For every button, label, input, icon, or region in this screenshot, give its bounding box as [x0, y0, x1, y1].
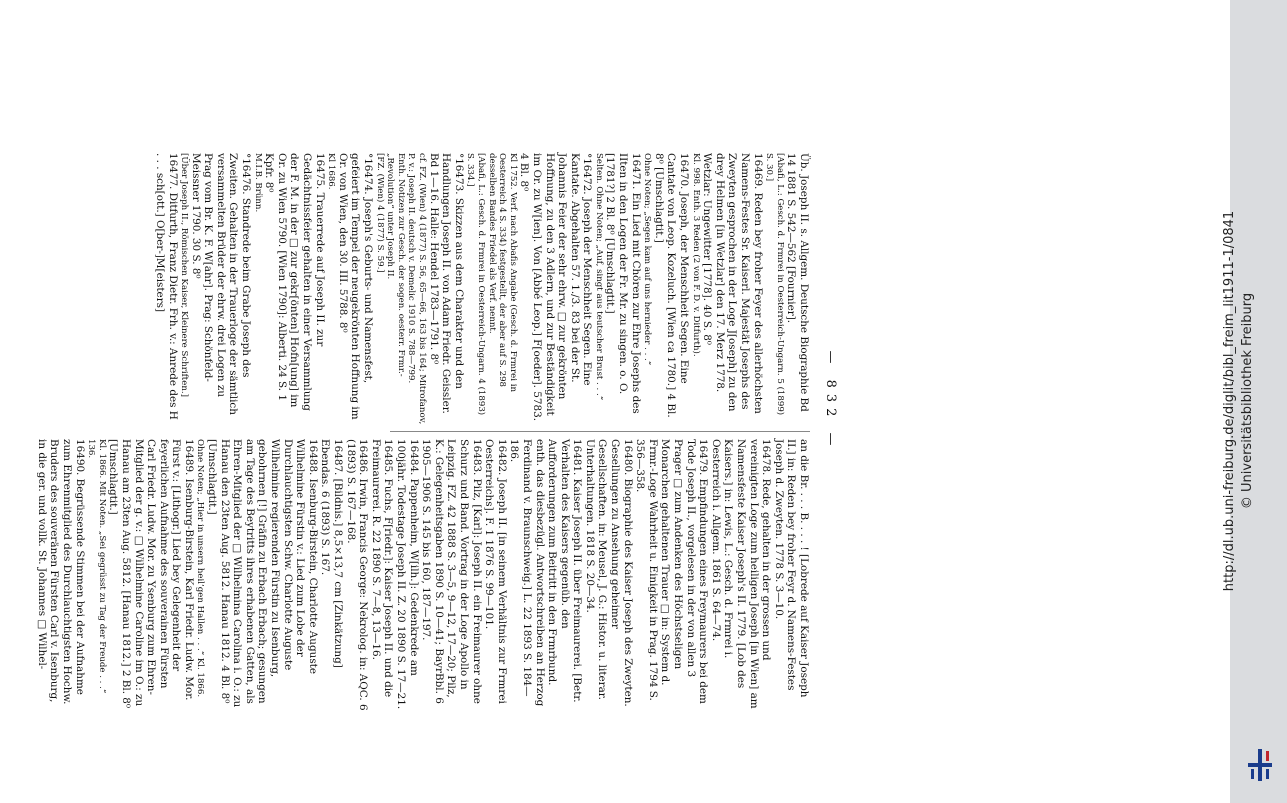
right-column [35, 439, 810, 711]
bibliography-entry: 16487. [Bildnis.] 8,5×13,7 cm [Zinkätzung] Ebendas. 6 (1893) S. 167. [319, 439, 345, 668]
bibliography-entry: 16479. Empfindungen eines Freymaurers bei dem Tode Joseph II., vorgelesen in der von allen 3 Prager □ zum Andenken des Höchstseligen Monarchen gehaltenen Trauer □ in: System d. Frmr.-Loge Wahrheit u. Einigkeit in Prag. 1794 S. 356—358. [634, 439, 710, 704]
library-logo-icon [1240, 745, 1280, 785]
bibliography-entry: °16472. Joseph der Menschheit Segen. Eine Kantate. Abgehalten 57. 1./3. 83 bei der St. Johannis Feier der sehr ehrw. □ zur gekrönten Hoffnung, zu den 3 Adlern, und zur Beständigkeit im Or. zu W[ien]. Von [Abbé Leop.] F[oeder]. 5783. 4 Bl. 8⁰ [518, 153, 594, 422]
bibliography-entry: 16485. Fuchs, F[riedr.]: Kaiser Joseph II. und die Freimaurerei. R. 22 1890 S. 7—8, 13—16. [369, 439, 395, 698]
bibliography-entry: 16470. Joseph, der Menschheit Segen. Eine Cantate von Leop. Kozeluch. [Wien ca 1780.] 4 Bl. 8⁰ [Umschlagtit.] [652, 153, 691, 418]
bibliography-entry: Ohne Noten; „Hier in unsern heil’gen Hallen . . .“ Kl. 1866. [195, 439, 206, 698]
page-number: — 832 — [823, 350, 838, 452]
bibliography-entry: 16481. Kaiser Joseph II. über Freimaurerei. [Betr. Verhalten des Kaisers gegenüb. den Aufforderungen zum Beitritt in den Frmrbund. enth. das diesbezügl. Antwortschreiben an Herzog Ferdinand v. Braunschweig.] L. 22 1893 S. 184—186. [508, 439, 584, 707]
bibliography-entry: 16490. Begrüssende Stimmen bei der Aufnahme zum Ehrenmitglied des Durchlauchtigsten Hochw. Bruders des souveränen Fürsten Carl v. Isenburg, in die ger. und vollk. St. Johannes □ Wilhel- [35, 439, 86, 705]
bibliography-entry: 16469. Reden bey froher Feyer des allerhöchsten Namens-Festes Sr. Kaiserl. Majestät Josephs des Zweyten gesprochen in der Loge J[oseph] zu den drey Helmen [in Wetzlar] den 17. Merz 1778. Wetzlar: Ungewitter [1778]. 40 S. 8⁰ [701, 153, 764, 414]
bibliography-entry: Üb. Joseph II. s. Allgem. Deutsche Biographie Bd 14 1881 S. 542—562 [Fournier]. [785, 153, 810, 412]
bibliography-entry: 16480. Biographie des Kaiser Joseph des Zweyten. Gesellungen zu Ansehung geheimer Gesellschaften. in: Meusel, J. G.: Histor. u. literar. Unterhaltungen. 1818 S. 20—34. [583, 439, 634, 707]
bibliography-entry: 16477. Ditfurth, Franz Dietr. Frh. v.: Anrede des H . . . sch[ott.] O[ber-]M[eisters] [153, 153, 179, 420]
bibliography-entry: Kl. 998. Enth. 3 Reden (2 von F. D. v. Ditfurth). [690, 153, 701, 357]
bibliography-entry: 16471. Ein Lied mit Chören zur Ehre Josephs des IIten in den Logen der Fr. Mr. zu singen. o. O. [1781?] 2 Bl. 8⁰ [Umschlagtit.] [604, 153, 642, 414]
bibliography-entry: [Abafi, L.: Gesch. d. Frmrei in Oesterreich-Ungarn. 5 (1899) S. 30.] [764, 153, 785, 416]
rotated-page-content [0, 1, 1230, 801]
bibliography-entry: 16483. Pilz, [Karl]: Joseph II. ein Freimaurer ohne Schurz und Band. Vortrag in der Loge Apollo in Leipzig. FZ. 42 1888 S. 3—5, 9—12, 17—20; Pilz, K.: Gelegenheitsgaben 1890 S. 10—41; BayrBbl. 6 1905—1906 S. 145 bis 160, 187—197. [420, 439, 483, 704]
bibliography-entry: °16474. Joseph's Geburts- und Namensfest, gefeiert im Tempel der neugekrönten Hoffnung im Or. von Wien, den 30. III. 5788. 8⁰ [336, 153, 375, 420]
bibliography-entry: 16484. Pappenheim, W[ilh.]: Gedenkrede am 100jähr. Todestage Joseph II. Z. 20 1890 S. 17—21. [395, 439, 420, 710]
bibliography-entry: Enth. Notizen zur Gesch. der sogen. oesterr. Frmr.-„Revolution“ unter Joseph II. [385, 153, 406, 377]
bibliography-entry: Selten. Ohne Noten; „Auf, singt aus teutscher Brust . . .“ [593, 153, 604, 401]
left-column [153, 153, 810, 425]
sidebar-credits [1221, 21, 1261, 781]
bibliography-entry: 16475. Trauerrede auf Joseph II. zur Gedächtnissfeier gehalten in einer Versammlung der F. M. in der □ zur gekr[önten] Hofn[ung] im Or. zu Wien 5790. [Wien 1790]: Alberti. 24 S. 1 Kpfr. 8⁰ [263, 153, 326, 411]
bibliography-entry: [Über Joseph II., Römischen Kaiser, Kleinere Schriften.] [179, 153, 190, 397]
bibliography-entry: [Abafi, L.: Gesch. d. Frmrei in Oesterreich-Ungarn. 4 (1893) S. 334.] [465, 153, 486, 416]
bibliography-entry: Kl 1752. Verf. nach Abafis Angabe (Gesch. d. Frmrei in Oesterreich 4 S. 334) festgestellt, der aber auf S. 298 desselben Bandes Friedel als Verf. nennt. [486, 153, 518, 392]
bibliography-entry: cf. FZ. (Wien) 4 (1877) S. 56, 65—66, 163 bis 164; Mitrofanov, P. v.: Joseph II. deutsch v. Demelic 1910 S. 788—799. [406, 153, 427, 425]
bibliography-entry: °16476. Standrede beim Grabe Joseph des Zweiten. Gehalten in der Trauerloge der sämtlich versammelten Brüder der ehrw. drei Logen zu Prag vom Br. K. F. W[ahr]. Prag: Schönfeld-Meissner 1790. 30 S. 8⁰ [189, 153, 253, 415]
column-divider [390, 431, 810, 432]
bibliography-entry: °16473. Skizzen aus dem Charakter und den Handlungen Joseph II. von Adam Friedr. Geissler. Bd 1—16. Halle: Hendel 1783—1791. 8⁰ [427, 153, 465, 414]
bibliography-entry: an die Br. . . . B. . . . ! [Lobrede auf Kaiser Joseph II.] in: Reden bey froher Feyr d. Namens-Festes Joseph d. Zweyten. 1778 S. 3—10. [772, 439, 810, 698]
bibliography-entry: 16489. Isenburg-Birstein, Karl Friedr. Ludw. Mor. Fürst v.: [Lithogr.] Lied bey Gelegenheit der feyerlichen Aufnahme des souverainen Fürsten Carl Friedr. Ludw. Mor. zu Ysenburg zum Ehren-Mitglied der g. v.: □ Wilhelmine Caroline im O.: zu Hanau am 23ten Aug. 5812. [Hanau 1812.] 2 Bl. 8⁰ [Umschlagtit.] [107, 439, 195, 709]
bibliography-entry: M.I.B. Brünn. [252, 153, 263, 213]
bibliography-entry: 16486. Irwin, Francis George: Nekrolog. in: AQC. 6 (1893) S. 167—168. [344, 439, 370, 711]
source-url[interactable]: http://dl.ub.uni-freiburg.de/diglit/bibl_freim_lit1911-1/0841 [1222, 210, 1237, 592]
bibliography-entry: [FZ. (Wien) 4 (1877) S. 59.] [374, 153, 385, 273]
bibliography-entry: 16478. Rede, gehalten in der grossen und vereinigten Loge zum heiligen Joseph [in Wien] am Namensfeste Kaiser Joseph's II. 1779. [Lob des Kaisers.] in: Lewis, L.: Gesch. d. Frmrei i. Oesterreich i. Allgem. 1861 S. 64—74. [709, 439, 773, 709]
copyright-notice: © Universitätsbibliothek Freiburg [1240, 292, 1255, 510]
bibliography-entry: Kl 1686. [326, 153, 337, 190]
bibliography-entry: 16482. Joseph II. [in seinem Verhältnis zur Frmrei Oesterreichs]. F. 1 1876 S. 99—101. [483, 439, 508, 704]
bibliography-entry: Ohne Noten; „Segen kam auf uns hernieder . . .“ [642, 153, 653, 366]
bibliography-entry: Kl. 1866. Mit Noten. „Sei gegrüsst zu Tag der Freude . . .“ 136. [86, 439, 107, 694]
bibliography-entry: 16488. Isenburg-Birstein, Charlotte Auguste Wilhelmine Fürstin v.: Lied zum Lobe der Durchlauchtigsten Schw. Charlotte Auguste Wilhelmine regierenden Fürstin zu Isenburg, gebohrnen [!] Gräfin zu Erbach Erbach; gesungen am Tage des Beytritts ihres erhabenen Gatten, als Ehren-Mitglied der □ Wilhelmina Carolina i. O.: zu Hanau den 23ten Aug. 5812. Hanau 1812. 4 Bl. 8⁰ [Umschlagtit.] [206, 439, 319, 708]
